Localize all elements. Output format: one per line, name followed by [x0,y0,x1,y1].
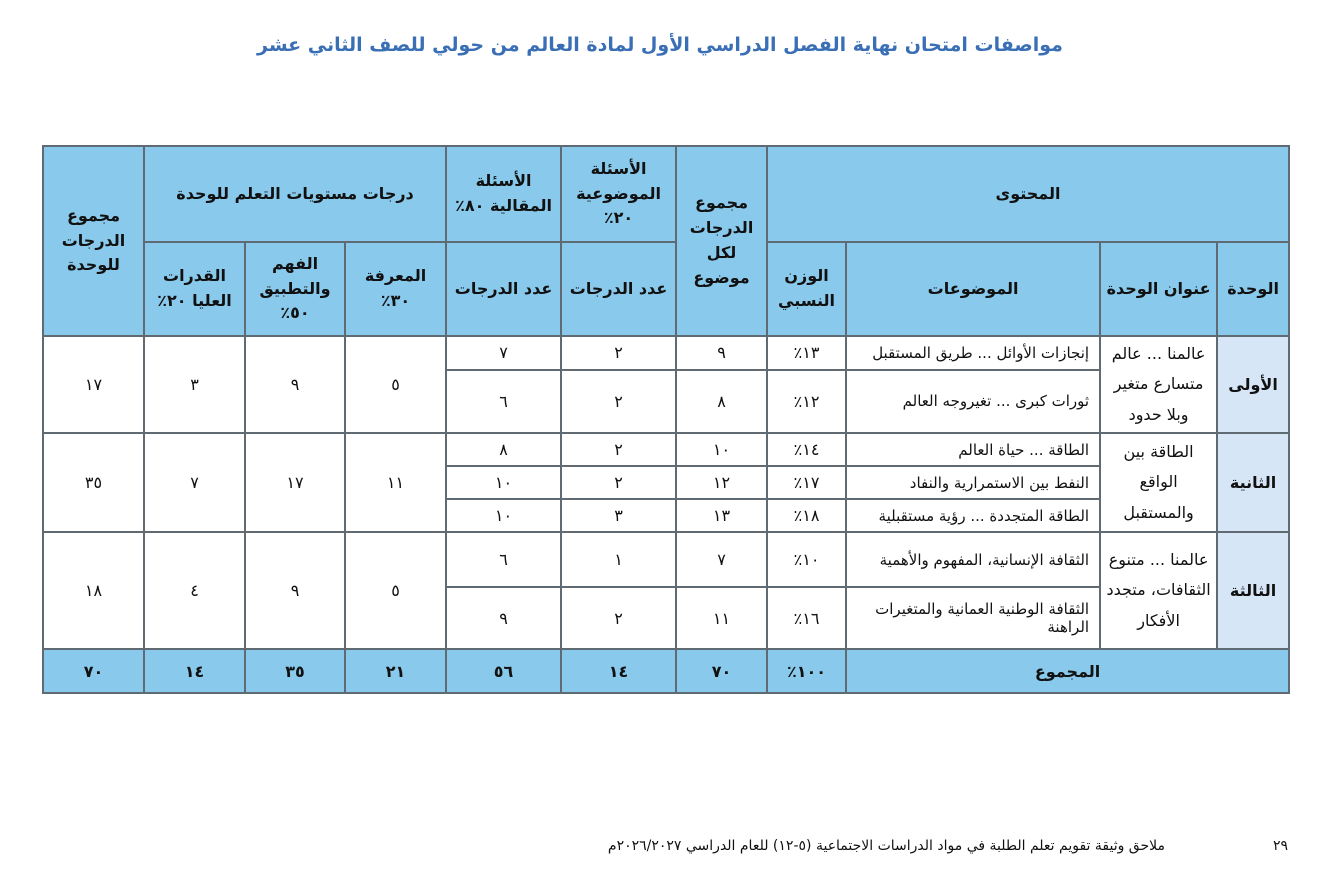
topic-total-header: مجموع الدرجات لكل موضوع [676,146,767,336]
unit-title: عالمنا ... متنوع الثقافات، متجدد الأفكار [1100,532,1217,649]
unit-total-cell: ١٨ [43,532,144,649]
table-row [43,532,1289,587]
weight-cell: ١٤٪ [767,433,846,466]
objective-cell: ١ [561,532,676,587]
knowledge-header: المعرفة ٣٠٪ [345,242,446,336]
unit-name: الأولى [1217,336,1289,433]
essay-cell: ١٠ [446,466,561,499]
essay-marks-header: عدد الدرجات [446,242,561,336]
objective-header: الأسئلة الموضوعية ٢٠٪ [561,146,676,242]
unit-total-cell: ٣٥ [43,433,144,532]
higher-cell: ٧ [144,433,245,532]
essay-cell: ٩ [446,587,561,649]
topic-sum-cell: ٧ [676,532,767,587]
unit-name: الثانية [1217,433,1289,532]
total-objective: ١٤ [561,649,676,693]
understanding-cell: ١٧ [245,433,345,532]
total-essay: ٥٦ [446,649,561,693]
weight-cell: ١٠٪ [767,532,846,587]
knowledge-cell: ٥ [345,336,446,433]
weight-cell: ١٨٪ [767,499,846,532]
understanding-cell: ٩ [245,532,345,649]
page-number: ٢٩ [1272,838,1288,854]
total-weight: ١٠٠٪ [767,649,846,693]
higher-cell: ٤ [144,532,245,649]
essay-cell: ١٠ [446,499,561,532]
topic-cell: ثورات كبرى ... تغيروجه العالم [846,370,1100,433]
weight-cell: ١٧٪ [767,466,846,499]
objective-cell: ٣ [561,499,676,532]
footer-text: ملاحق وثيقة تقويم تعلم الطلبة في مواد الدراسات الاجتماعية (٥-١٢) للعام الدراسي ٢٠٢٦/٢٠٢٧م [607,838,1165,854]
higher-cell: ٣ [144,336,245,433]
unit-title-header: عنوان الوحدة [1100,242,1217,336]
objective-marks-header: عدد الدرجات [561,242,676,336]
total-understanding: ٣٥ [245,649,345,693]
essay-cell: ٦ [446,370,561,433]
unit-header: الوحدة [1217,242,1289,336]
knowledge-cell: ٥ [345,532,446,649]
knowledge-cell: ١١ [345,433,446,532]
topic-sum-cell: ٩ [676,336,767,370]
total-higher: ١٤ [144,649,245,693]
weight-cell: ١٦٪ [767,587,846,649]
topic-cell: إنجازات الأوائل ... طريق المستقبل [846,336,1100,370]
objective-cell: ٢ [561,587,676,649]
topic-sum-cell: ١٣ [676,499,767,532]
grand-total: ٧٠ [43,649,144,693]
understanding-cell: ٩ [245,336,345,433]
essay-header: الأسئلة المقالية ٨٠٪ [446,146,561,242]
objective-cell: ٢ [561,466,676,499]
topic-cell: الثقافة الإنسانية، المفهوم والأهمية [846,532,1100,587]
page-title: مواصفات امتحان نهاية الفصل الدراسي الأول لمادة العالم من حولي للصف الثاني عشر [257,34,1063,56]
objective-cell: ٢ [561,370,676,433]
unit-total-cell: ١٧ [43,336,144,433]
weight-cell: ١٢٪ [767,370,846,433]
exam-specification-table [42,145,1290,694]
topic-sum-cell: ١٢ [676,466,767,499]
weight-header: الوزن النسبي [767,242,846,336]
weight-cell: ١٣٪ [767,336,846,370]
topic-sum-cell: ٨ [676,370,767,433]
essay-cell: ٧ [446,336,561,370]
topic-cell: الطاقة ... حياة العالم [846,433,1100,466]
objective-cell: ٢ [561,336,676,370]
levels-header: درجات مستويات التعلم للوحدة [144,146,446,242]
total-topic-sum: ٧٠ [676,649,767,693]
totals-label: المجموع [846,649,1289,693]
essay-cell: ٨ [446,433,561,466]
total-knowledge: ٢١ [345,649,446,693]
topic-cell: الثقافة الوطنية العمانية والمتغيرات الراهنة [846,587,1100,649]
topic-sum-cell: ١١ [676,587,767,649]
topic-cell: النفط بين الاستمرارية والنفاد [846,466,1100,499]
understanding-header: الفهم والتطبيق ٥٠٪ [245,242,345,336]
page-footer [0,838,1320,862]
objective-cell: ٢ [561,433,676,466]
unit-name: الثالثة [1217,532,1289,649]
content-header: المحتوى [767,146,1289,242]
unit-title: الطاقة بين الواقع والمستقبل [1100,433,1217,532]
higher-abilities-header: القدرات العليا ٢٠٪ [144,242,245,336]
topic-cell: الطاقة المتجددة ... رؤية مستقبلية [846,499,1100,532]
unit-total-header: مجموع الدرجات للوحدة [43,146,144,336]
topic-sum-cell: ١٠ [676,433,767,466]
essay-cell: ٦ [446,532,561,587]
totals-row [43,649,1289,693]
unit-title: عالمنا ... عالم متسارع متغير وبلا حدود [1100,336,1217,433]
topics-header: الموضوعات [846,242,1100,336]
table-row [43,336,1289,370]
table-row [43,433,1289,466]
